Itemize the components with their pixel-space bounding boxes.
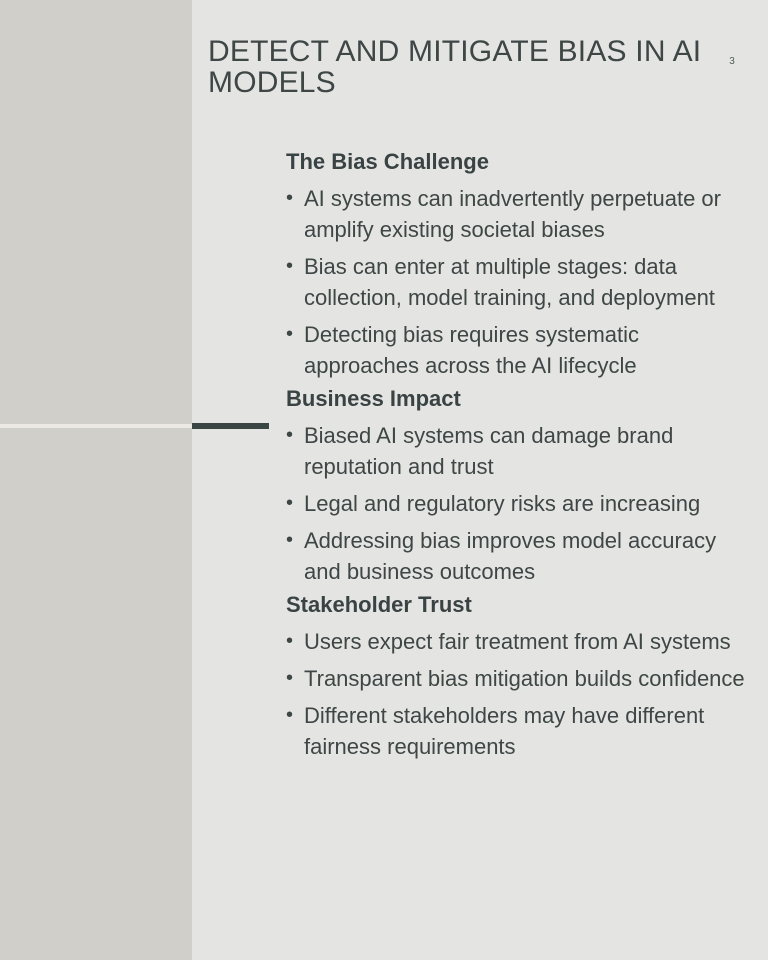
bullet-list <box>286 626 746 762</box>
bullet-text: Users expect fair treatment from AI systems <box>304 629 731 654</box>
bullet-text: Different stakeholders may have different fairness requirements <box>304 703 705 759</box>
bullet-item <box>286 488 746 519</box>
bullet-text: Addressing bias improves model accuracy and business outcomes <box>304 528 717 584</box>
bullet-icon: • <box>286 529 294 551</box>
bullet-list <box>286 420 746 587</box>
section-heading: The Bias Challenge <box>286 149 489 174</box>
section-bias-challenge <box>286 144 746 381</box>
bullet-text: Biased AI systems can damage brand reputation and trust <box>304 423 674 479</box>
bullet-text: Detecting bias requires systematic approaches across the AI lifecycle <box>304 322 640 378</box>
accent-bar <box>192 423 269 429</box>
bullet-item <box>286 251 746 313</box>
slide-title: DETECT AND MITIGATE BIAS IN AI MODELS <box>208 35 702 99</box>
bullet-item <box>286 319 746 381</box>
bullet-list <box>286 183 746 381</box>
section-stakeholder-trust <box>286 587 746 762</box>
section-business-impact <box>286 381 746 587</box>
bullet-icon: • <box>286 492 294 514</box>
section-heading: Business Impact <box>286 386 461 411</box>
side-divider-line <box>0 424 192 428</box>
bullet-icon: • <box>286 630 294 652</box>
side-panel <box>0 0 192 960</box>
bullet-text: Legal and regulatory risks are increasing <box>304 491 701 516</box>
bullet-item <box>286 626 746 657</box>
bullet-item <box>286 420 746 482</box>
bullet-icon: • <box>286 323 294 345</box>
bullet-item <box>286 700 746 762</box>
section-heading: Stakeholder Trust <box>286 592 472 617</box>
bullet-item <box>286 183 746 245</box>
bullet-item <box>286 525 746 587</box>
bullet-icon: • <box>286 667 294 689</box>
slide-number: 3 <box>729 56 735 67</box>
bullet-text: Bias can enter at multiple stages: data collection, model training, and deployment <box>304 254 715 310</box>
bullet-icon: • <box>286 187 294 209</box>
bullet-icon: • <box>286 255 294 277</box>
bullet-text: Transparent bias mitigation builds confidence <box>304 666 745 691</box>
bullet-icon: • <box>286 704 294 726</box>
slide-content <box>286 144 746 762</box>
bullet-icon: • <box>286 424 294 446</box>
bullet-item <box>286 663 746 694</box>
bullet-text: AI systems can inadvertently perpetuate or amplify existing societal biases <box>304 186 721 242</box>
